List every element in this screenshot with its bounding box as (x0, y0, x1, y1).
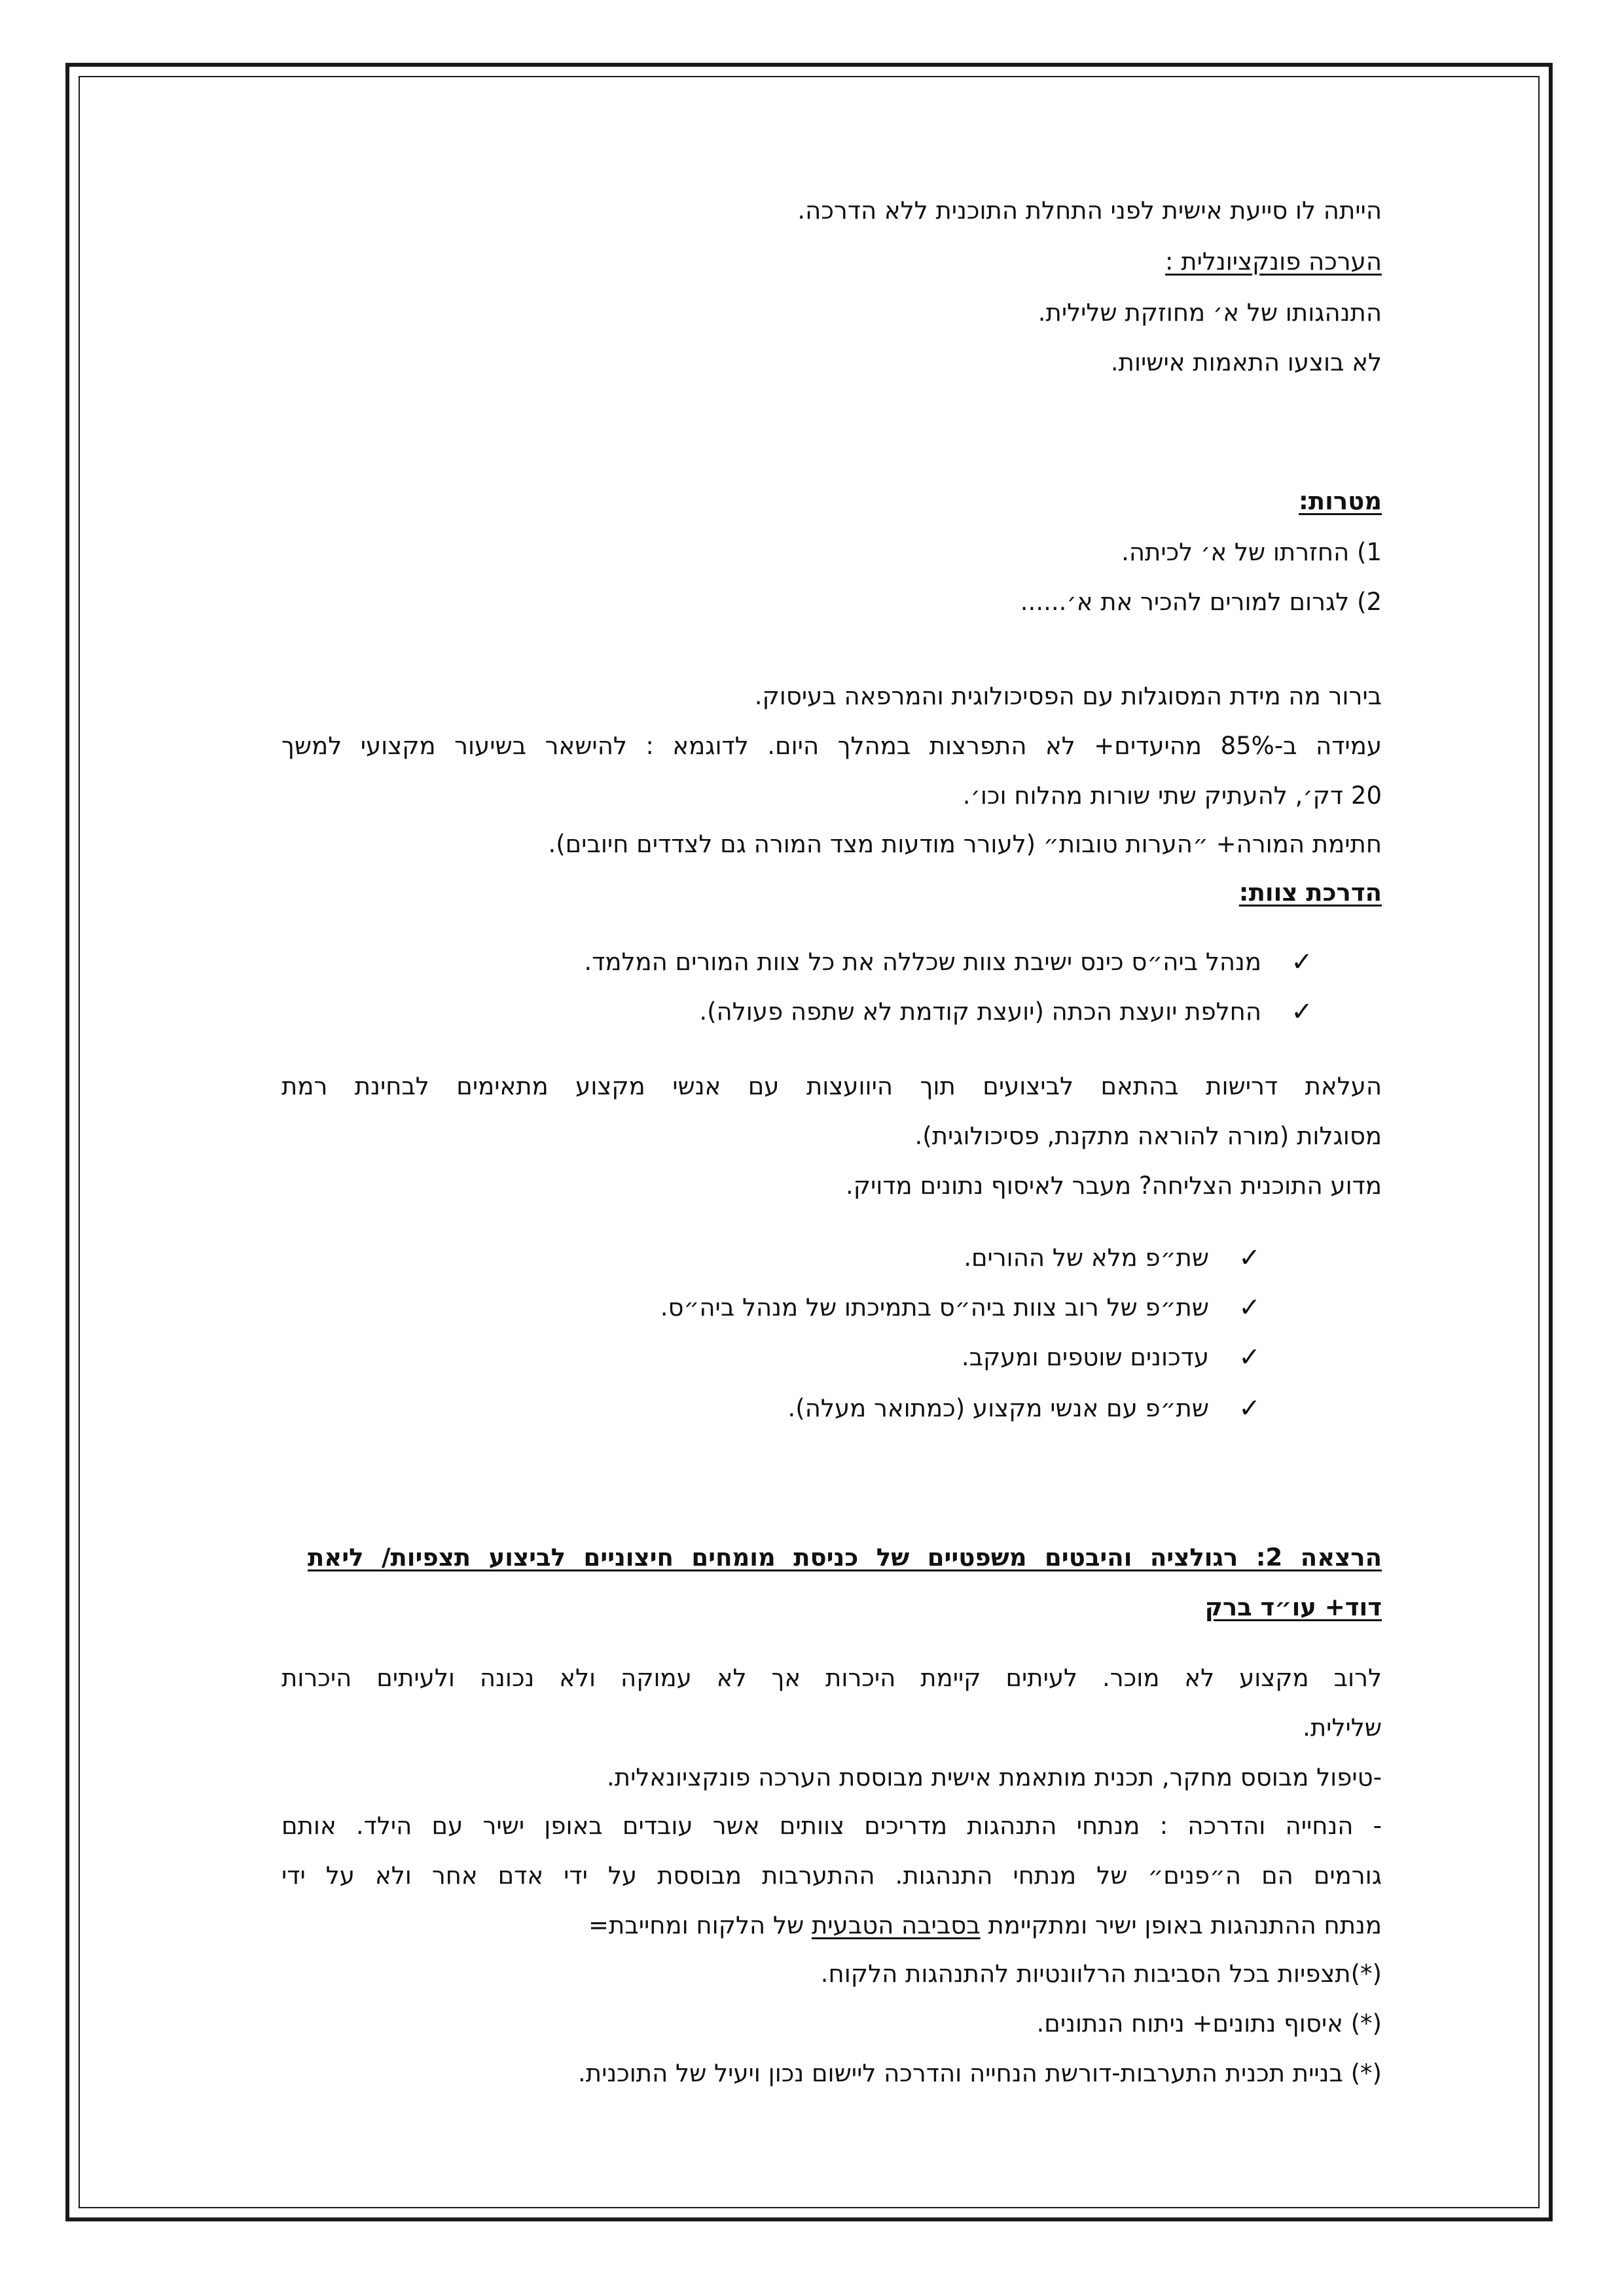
checklist-item (660, 1292, 1264, 1323)
bullet-line: (*)תצפיות בכל הסביבות הרלוונטיות להתנהגות הלקוח. (820, 1960, 1382, 1988)
team-training-heading: הדרכת צוות: (1238, 878, 1382, 906)
checklist-item-label: עדכונים שוטפים ומעקב. (961, 1343, 1209, 1371)
check-icon: ✓ (1238, 1393, 1261, 1424)
check-icon: ✓ (1238, 1243, 1261, 1273)
text-line: -טיפול מבוסס מחקר, תכנית מותאמת אישית מבוססת הערכה פונקציונאלית. (607, 1763, 1382, 1791)
text-line: עמידה ב-85% מהיעדים+ לא התפרצות במהלך היום. לדוגמא : להישאר בשיעור מקצועי למשך (281, 732, 1382, 760)
checklist-item-label: שת״פ של רוב צוות ביה״ס בתמיכתו של מנהל ביה״ס. (660, 1293, 1209, 1321)
text-line: הייתה לו סייעת אישית לפני התחלת התוכנית ללא הדרכה. (797, 196, 1382, 224)
text-line: מסוגלות (מורה להוראה מתקנת, פסיכולוגית). (914, 1122, 1382, 1150)
check-icon: ✓ (1238, 1293, 1261, 1323)
lecture-title: הרצאה 2: רגולציה והיבטים משפטיים של כניסת מומחים חיצוניים לביצוע תצפיות/ ליאת (308, 1543, 1382, 1571)
text-line: העלאת דרישות בהתאם לביצועים תוך היוועצות עם אנשי מקצוע מתאימים לבחינת רמת (281, 1072, 1382, 1100)
text-line: 20 דק׳, להעתיק שתי שורות מהלוח וכו׳. (962, 781, 1382, 810)
checklist-item-label: החלפת יועצת הכתה (יועצת קודמת לא שתפה פעולה). (699, 997, 1261, 1026)
text-line: שלילית. (1303, 1713, 1382, 1742)
goal-item: 1) החזרתו של א׳ לכיתה. (1121, 538, 1382, 566)
text-line: בירור מה מידת המסוגלות עם הפסיכולוגית והמרפאה בעיסוק. (754, 682, 1382, 710)
checklist-item (964, 1242, 1264, 1274)
text-segment: מנתח ההתנהגות באופן ישיר ומתקיימת (980, 1911, 1382, 1939)
check-icon: ✓ (1291, 947, 1313, 977)
natural-environment-underlined: בסביבה הטבעית (811, 1911, 981, 1939)
check-icon: ✓ (1238, 1342, 1261, 1372)
text-line: - הנחייה והדרכה : מנתחי התנהגות מדריכים צוותים אשר עובדים באופן ישיר עם הילד. אותם (281, 1812, 1382, 1840)
text-line: לרוב מקצוע לא מוכר. לעיתים קיימת היכרות אך לא עמוקה ולא נכונה ולעיתים היכרות (281, 1664, 1382, 1692)
checklist-item (788, 1393, 1264, 1424)
check-icon: ✓ (1291, 997, 1313, 1027)
goals-heading: מטרות: (1299, 487, 1382, 515)
checklist-item-label: שת״פ מלא של ההורים. (964, 1244, 1209, 1272)
checklist-item (962, 1342, 1264, 1373)
text-line (588, 1910, 1382, 1941)
functional-assessment-heading: הערכה פונקציונלית : (1165, 247, 1382, 276)
text-segment: של הלקוח ומחייבת= (588, 1911, 812, 1939)
checklist-item-label: שת״פ עם אנשי מקצוע (כמתואר מעלה). (787, 1394, 1209, 1422)
text-line: גורמים הם ה״פנים״ של מנתחי התנהגות. ההתערבות מבוססת על ידי אדם אחר ולא על ידי (281, 1861, 1382, 1890)
checklist-item-label: מנהל ביה״ס כינס ישיבת צוות שכללה את כל צוות המורים המלמד. (584, 948, 1261, 976)
bullet-line: (*) איסוף נתונים+ ניתוח הנתונים. (1036, 2009, 1382, 2037)
text-line: התנהגותו של א׳ מחוזקת שלילית. (1038, 298, 1382, 327)
checklist-item (584, 946, 1316, 978)
goal-item: 2) לגרום למורים להכיר את א׳...... (1020, 588, 1382, 616)
lecture-title-continued: דוד+ עו״ד ברק (1204, 1593, 1382, 1621)
bullet-line: (*) בניית תכנית התערבות-דורשת הנחייה והדרכה ליישום נכון ויעיל של התוכנית. (577, 2059, 1382, 2087)
text-line: חתימת המורה+ ״הערות טובות״ (לעורר מודעות מצד המורה גם לצדדים חיובים). (548, 830, 1382, 858)
text-line: לא בוצעו התאמות אישיות. (1110, 348, 1382, 376)
checklist-item (699, 996, 1316, 1028)
text-line: מדוע התוכנית הצליחה? מעבר לאיסוף נתונים מדויק. (845, 1172, 1382, 1200)
